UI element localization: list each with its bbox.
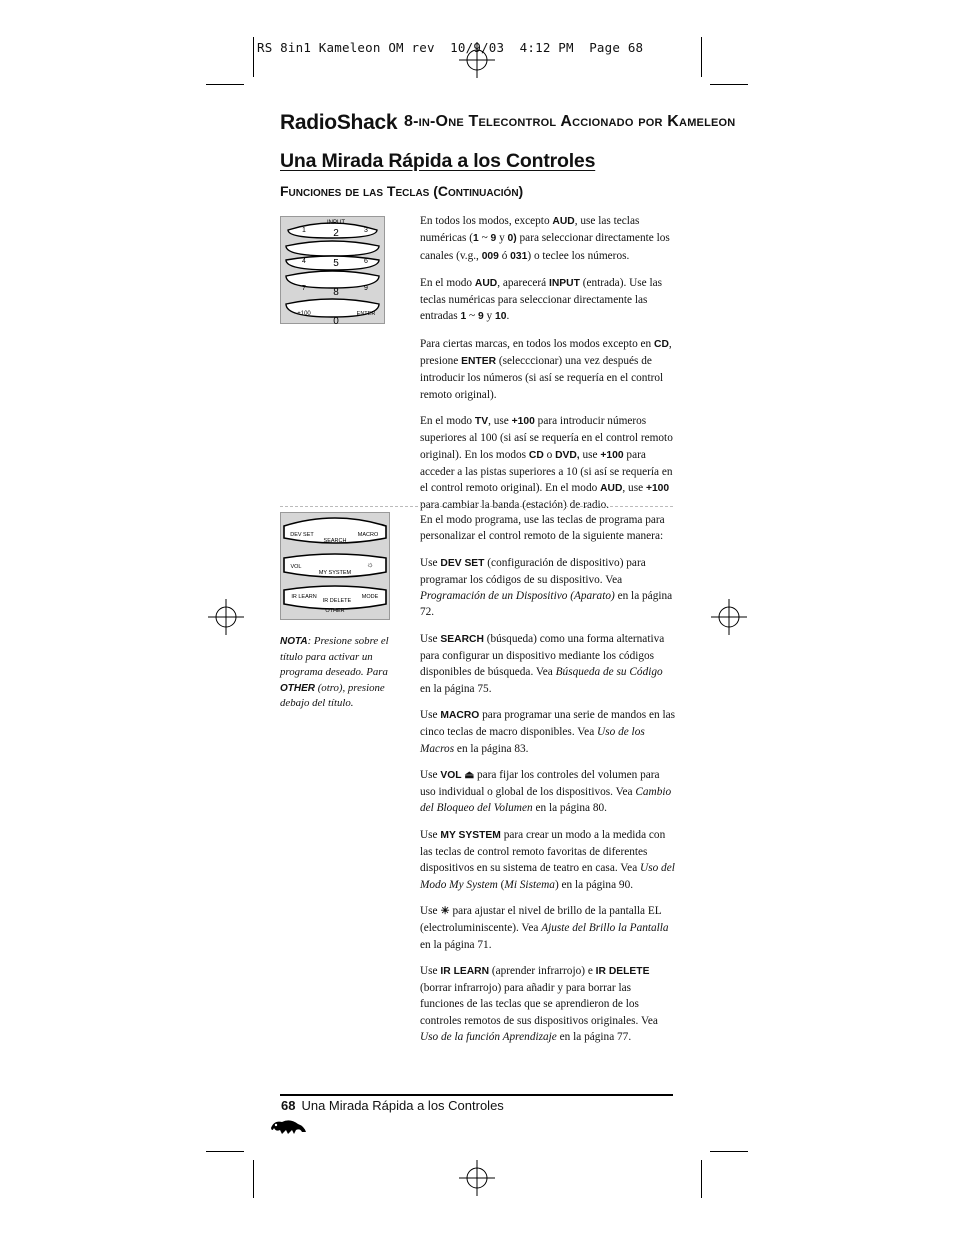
slug-line: RS 8in1 Kameleon OM rev 10/9/03 4:12 PM Page 68 [257,40,644,55]
keypad-digit: 3 [364,227,368,234]
ir-delete-label: IR DELETE [322,598,352,604]
note-other: OTHER [280,682,315,694]
other-label: OTHER [325,608,345,614]
paragraph: En el modo programa, use las teclas de programa para personalizar el control remoto de la siguiente manera: [420,514,665,543]
paragraph: Use DEV SET (configuración de dispositivo) para programar los códigos de su dispositivo. Vea Programación de un Dispositivo (Aparato) en la página 72. [420,556,673,619]
paragraph: En el modo TV, use +100 para introducir números superiores al 100 (si así se requería en el control remoto original). En los modos CD o DVD, use +100 para acceder a las pistas superiores a 10 (si así se requería en el control remoto original). En el modo AUD, use +100 para cambiar la banda (estación) de radio. [420,414,673,512]
keypad-digit: 8 [333,287,339,298]
paragraph: Use VOL ⏏ para fijar los controles del volumen para uso individual o global de los dispositivos. Vea Cambio del Bloqueo del Volumen en la página 80. [420,768,672,815]
registration-mark-bottom [457,1158,497,1198]
keypad-digit: 0 [333,316,339,324]
keypad-digit: 6 [364,258,368,265]
brand-logo: RadioShack [280,111,398,134]
keypad-digit: 1 [302,227,306,234]
footer-rule [280,1094,673,1096]
subsection-title: Funciones de las Teclas (Continuación) [280,183,524,199]
mode-label: MODE [361,594,379,600]
ir-learn-label: IR LEARN [291,594,317,600]
crop-mark [701,37,702,77]
crop-mark [710,1151,748,1152]
upper-body-text [420,213,676,524]
footer [281,1098,504,1113]
product-title: 8-in-One Telecontrol Accionado por Kameleon [404,113,736,130]
registration-mark-right [709,597,749,637]
registration-mark-left [206,597,246,637]
paragraph: Use MY SYSTEM para crear un modo a la medida con las teclas de control remoto favoritas de diferentes dispositivos en su sistema de teatro en casa. Vea Uso del Modo My System (Mi Sistema) en la página 90. [420,828,675,891]
search-label: SEARCH [323,538,347,544]
paragraph: Use ☀ para ajustar el nivel de brillo de la pantalla EL (electroluminiscente). Vea Ajuste del Brillo la Pantalla en la página 71. [420,904,669,951]
keypad-plus100-label: +100 [297,311,311,317]
macro-label: MACRO [357,532,379,538]
keypad-input-label: INPUT [327,220,345,226]
paragraph: Para ciertas marcas, en todos los modos excepto en CD, presione ENTER (selecccionar) una vez después de introducir los números (si así se requería en el control remoto original). [420,337,672,401]
chameleon-logo-icon [268,1116,308,1138]
crop-mark [206,1151,244,1152]
note: NOTA: Presione sobre el título para activar un programa deseado. Para OTHER (otro), presione debajo del título. [280,635,389,709]
keypad-digit: 4 [302,258,306,265]
crop-mark [253,1160,254,1198]
my-system-label: MY SYSTEM [318,570,352,576]
vol-label: VOL [290,564,302,570]
paragraph: Use SEARCH (búsqueda) como una forma alternativa para configurar un dispositivo mediante los códigos disponibles de búsqueda. Vea Búsqueda de su Código en la página 75. [420,632,665,695]
crop-mark [253,37,254,77]
keypad-digit: 9 [364,285,368,292]
program-keys-illustration [280,512,390,620]
crop-mark [701,1160,702,1198]
keypad-digit: 7 [302,285,306,292]
paragraph: Use IR LEARN (aprender infrarrojo) e IR DELETE (borrar infrarrojo) para añadir y para borrar las funciones de las teclas que se aprendieron de los controles remotos de sus dispositivos originales. Vea Uso de la función Aprendizaje en la página 77. [420,964,658,1044]
paragraph: Use MACRO para programar una serie de mandos en las cinco teclas de macro disponibles. Vea Uso de los Macros en la página 83. [420,708,676,755]
section-title: Una Mirada Rápida a los Controles [280,150,596,172]
registration-mark-top [457,40,497,80]
note-label: NOTA [280,636,308,647]
section-divider [280,506,673,507]
number-keypad-illustration [280,216,385,324]
lock-icon: ⏏ [464,769,475,781]
page-number: 68 [281,1098,296,1113]
footer-title: Una Mirada Rápida a los Controles [301,1098,504,1113]
keypad-enter-label: ENTER [356,311,376,317]
dev-set-label: DEV SET [290,532,314,538]
crop-mark [710,84,748,85]
keypad-digit: 5 [333,258,339,269]
brightness-icon: ☀ [440,905,450,917]
paragraph: En todos los modos, excepto AUD, use las teclas numéricas (1 ~ 9 y 0) para seleccionar directamente los canales (v.g., 009 ó 031) o teclee los números. [420,215,670,262]
lower-body-text [420,512,676,1055]
keypad-digit: 2 [333,228,339,239]
brightness-icon: ☼ [366,560,374,569]
paragraph: En el modo AUD, aparecerá INPUT (entrada). Use las teclas numéricas para seleccionar directamente las entradas 1 ~ 9 y 10. [420,276,663,323]
crop-mark [206,84,244,85]
